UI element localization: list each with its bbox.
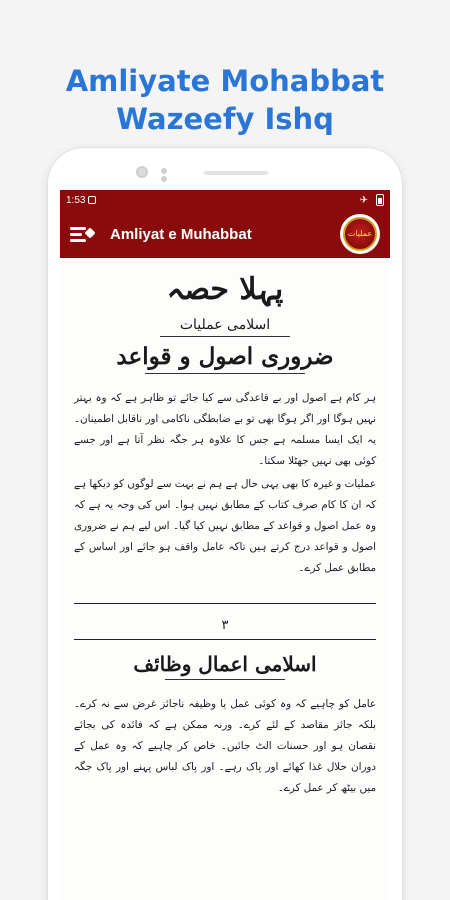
- heading-underline: [165, 679, 285, 680]
- app-title: Amliyat e Muhabbat: [110, 225, 252, 243]
- page-heading-islamic-amliyat: اسلامی عملیات: [179, 317, 271, 333]
- battery-icon: [376, 194, 384, 206]
- phone-screen: [60, 190, 390, 900]
- page-heading-amaal-wazaif: اسلامی اعمال وظائف: [133, 652, 317, 676]
- page-paragraph-1: ہر کام ہے اصول اور بے قاعدگی سے کیا جائے تو ظاہر ہے کہ وہ بہتر نہیں ہوگا اور اگر ہوگا بھی تو بے ضابطگی ناکامی اور ناقابل اطمینان۔ یہ ایک ایسا مسلمہ ہے جس کا علاوہ ہر جگہ نظر آتا ہے اور جسے کوئی بھی نہیں جھٹلا سکتا۔: [74, 392, 376, 467]
- book-page[interactable]: [60, 258, 390, 900]
- notification-icon: [88, 196, 96, 204]
- camera-icon: [136, 166, 148, 178]
- status-bar: [60, 190, 390, 210]
- speaker-grille: [204, 171, 268, 175]
- airplane-mode-icon: ✈: [359, 194, 368, 206]
- page-heading-part-one: پہلا حصہ: [166, 272, 284, 307]
- app-logo-text: عملیات: [343, 217, 377, 251]
- page-paragraph-2: عملیات و غیرہ کا بھی یہی حال ہے ہم نے بہت سے لوگوں کو دیکھا ہے کہ ان کا کام صرف کتاب کے مطابق نہیں ہوا۔ اس کی وجہ یہ ہے کہ وہ عمل اصول و قواعد کے مطابق نہیں کیا گیا۔ اس لیے ہم نے ضروری اصول و قواعد درج کرتے ہیں تاکہ عامل واقف ہو جائے اور اساس کے مطابق عمل کرے۔: [74, 478, 376, 574]
- app-bar: [60, 210, 390, 258]
- sensor-dot: [161, 176, 167, 182]
- promo-title-line-2: Wazeefy Ishq: [116, 102, 334, 136]
- sensor-dot: [161, 168, 167, 174]
- status-time: 1:53: [66, 194, 86, 206]
- menu-collapse-icon[interactable]: [70, 224, 96, 244]
- heading-underline: [160, 336, 290, 337]
- page-divider: [74, 603, 376, 604]
- promo-title-line-1: Amliyate Mohabbat: [65, 64, 385, 98]
- page-divider: [74, 639, 376, 640]
- page-paragraph-3: عامل کو چاہیے کہ وہ کوئی عمل یا وظیفہ ناجائز غرض سے نہ کرے۔ بلکہ جائز مقاصد کے لئے کرے۔ ورنہ ممکن ہے کہ فائدہ کی بجائے نقصان ہو اور حسنات الٹ جائیں۔ خاص کر چاہیے کہ وہ عمل کے دوران حلال غذا کھائے اور پاک رہے۔ اور پاک لباس پہنے اور پاک جگہ میں بیٹھ کر عمل کرے۔: [74, 698, 376, 794]
- heading-underline: [145, 373, 305, 374]
- app-logo-icon: [340, 214, 380, 254]
- page-number: ۳: [221, 618, 229, 633]
- phone-frame: [48, 148, 402, 900]
- promo-title: [0, 62, 450, 138]
- page-heading-principles: ضروری اصول و قواعد: [116, 343, 334, 370]
- phone-top-hardware: [48, 162, 402, 182]
